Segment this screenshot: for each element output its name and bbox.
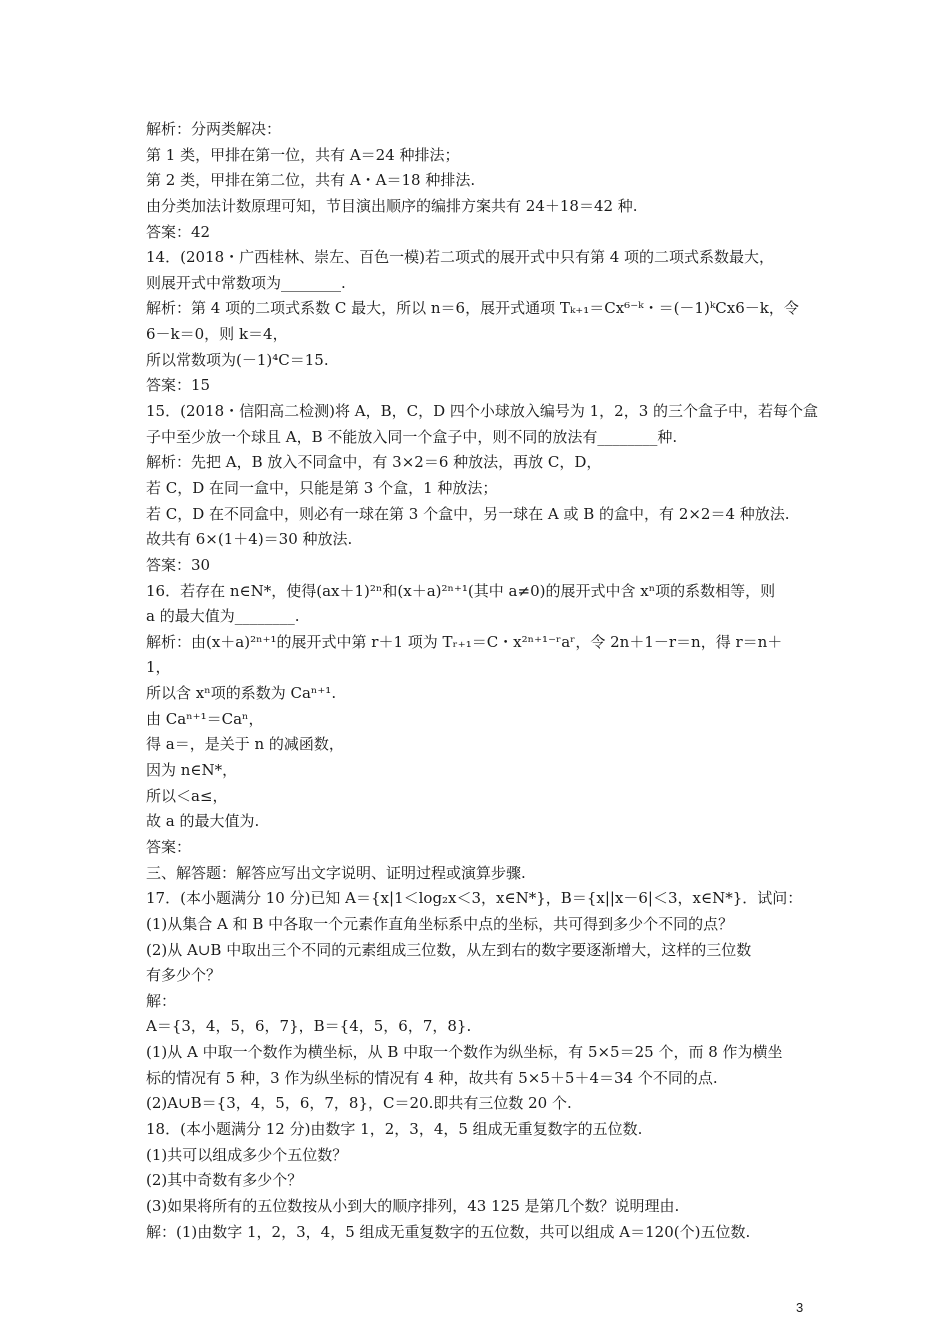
text-line: 得 a＝，是关于 n 的减函数， [146, 735, 344, 754]
text-line: 答案： [146, 837, 192, 856]
text-line: 15．(2018・信阳高二检测)将 A，B，C，D 四个小球放入编号为 1，2，3 的三个盒子中，若每个盒 [146, 402, 818, 421]
text-line: (2)其中奇数有多少个？ [146, 1171, 303, 1190]
text-line: 所以＜a≤， [146, 786, 228, 805]
text-line: (3)如果将所有的五位数按从小到大的顺序排列，43 125 是第几个数？说明理由. [146, 1196, 680, 1215]
text-line: 14．(2018・广西桂林、崇左、百色一模)若二项式的展开式中只有第 4 项的二项式系数最大， [146, 248, 775, 267]
text-line: 因为 n∈N*， [146, 761, 238, 780]
text-line: 第 1 类，甲排在第一位，共有 A＝24 种排法； [146, 145, 460, 164]
text-line: 故共有 6×(1＋4)＝30 种放法. [146, 530, 353, 549]
text-line: 由 Caⁿ⁺¹＝Caⁿ， [146, 709, 264, 728]
text-line: 6－k＝0，则 k＝4， [146, 325, 288, 344]
text-line: 三、解答题：解答应写出文字说明、证明过程或演算步骤. [146, 863, 526, 882]
text-line: 有多少个？ [146, 966, 222, 985]
text-line: 18．(本小题满分 12 分)由数字 1，2，3，4，5 组成无重复数字的五位数. [146, 1119, 643, 1138]
text-line: a 的最大值为________. [146, 607, 300, 626]
text-line: A＝{3，4，5，6，7}，B＝{4，5，6，7，8}. [146, 1017, 472, 1036]
text-line: 由分类加法计数原理可知，节目演出顺序的编排方案共有 24＋18＝42 种. [146, 196, 638, 215]
text-line: 1， [146, 658, 171, 677]
text-line: 解： [146, 991, 177, 1010]
text-line: 解析：先把 A，B 放入不同盒中，有 3×2＝6 种放法，再放 C，D， [146, 453, 602, 472]
document-body [146, 117, 818, 1245]
text-line: 解：(1)由数字 1，2，3，4，5 组成无重复数字的五位数，共可以组成 A＝120(个)五位数. [146, 1222, 751, 1241]
text-line: 17．(本小题满分 10 分)已知 A＝{x|1＜log₂x＜3，x∈N*}，B＝{x||x－6|＜3，x∈N*}．试问： [146, 889, 803, 908]
text-line: 解析：由(x＋a)²ⁿ⁺¹的展开式中第 r＋1 项为 Tᵣ₊₁＝C・x²ⁿ⁺¹⁻ʳaʳ，令 2n＋1－r＝n，得 r＝n＋ [146, 632, 783, 651]
text-line: 解析：第 4 项的二项式系数 C 最大，所以 n＝6，展开式通项 Tₖ₊₁＝Cx⁶⁻ᵏ・＝(－1)ᵏCx6－k，令 [146, 299, 799, 318]
text-line: 所以常数项为(－1)⁴C＝15. [146, 350, 329, 369]
text-line: 则展开式中常数项为________. [146, 273, 346, 292]
text-line: 故 a 的最大值为. [146, 812, 260, 831]
text-line: (2)从 A∪B 中取出三个不同的元素组成三位数，从左到右的数字要逐渐增大，这样的三位数 [146, 940, 752, 959]
page-number: 3 [796, 1300, 804, 1315]
text-line: 子中至少放一个球且 A，B 不能放入同一个盒子中，则不同的放法有________种. [146, 427, 678, 446]
text-line: 解析：分两类解决： [146, 120, 282, 138]
text-line: (1)共可以组成多少个五位数？ [146, 1145, 348, 1164]
text-line: (1)从集合 A 和 B 中各取一个元素作直角坐标系中点的坐标，共可得到多少个不同的点？ [146, 914, 734, 933]
text-line: (2)A∪B＝{3，4，5，6，7，8}，C＝20.即共有三位数 20 个. [146, 1094, 572, 1113]
text-line: 答案：30 [146, 555, 211, 574]
text-line: 答案：42 [146, 222, 211, 241]
text-line: 标的情况有 5 种，3 作为纵坐标的情况有 4 种，故共有 5×5＋5＋4＝34 个不同的点. [146, 1068, 718, 1087]
text-line: 16．若存在 n∈N*，使得(ax＋1)²ⁿ和(x＋a)²ⁿ⁺¹(其中 a≠0)的展开式中含 xⁿ项的系数相等，则 [146, 581, 776, 600]
text-line: 若 C，D 在同一盒中，只能是第 3 个盒，1 种放法； [146, 478, 498, 497]
text-line: 第 2 类，甲排在第二位，共有 A・A＝18 种排法. [146, 171, 476, 190]
text-line: 答案：15 [146, 376, 211, 395]
text-line: (1)从 A 中取一个数作为横坐标，从 B 中取一个数作为纵坐标，有 5×5＝25 个，而 8 作为横坐 [146, 1043, 783, 1062]
text-line: 若 C，D 在不同盒中，则必有一球在第 3 个盒中，另一球在 A 或 B 的盒中，有 2×2＝4 种放法. [146, 504, 790, 523]
text-line: 所以含 xⁿ项的系数为 Caⁿ⁺¹. [146, 684, 337, 703]
